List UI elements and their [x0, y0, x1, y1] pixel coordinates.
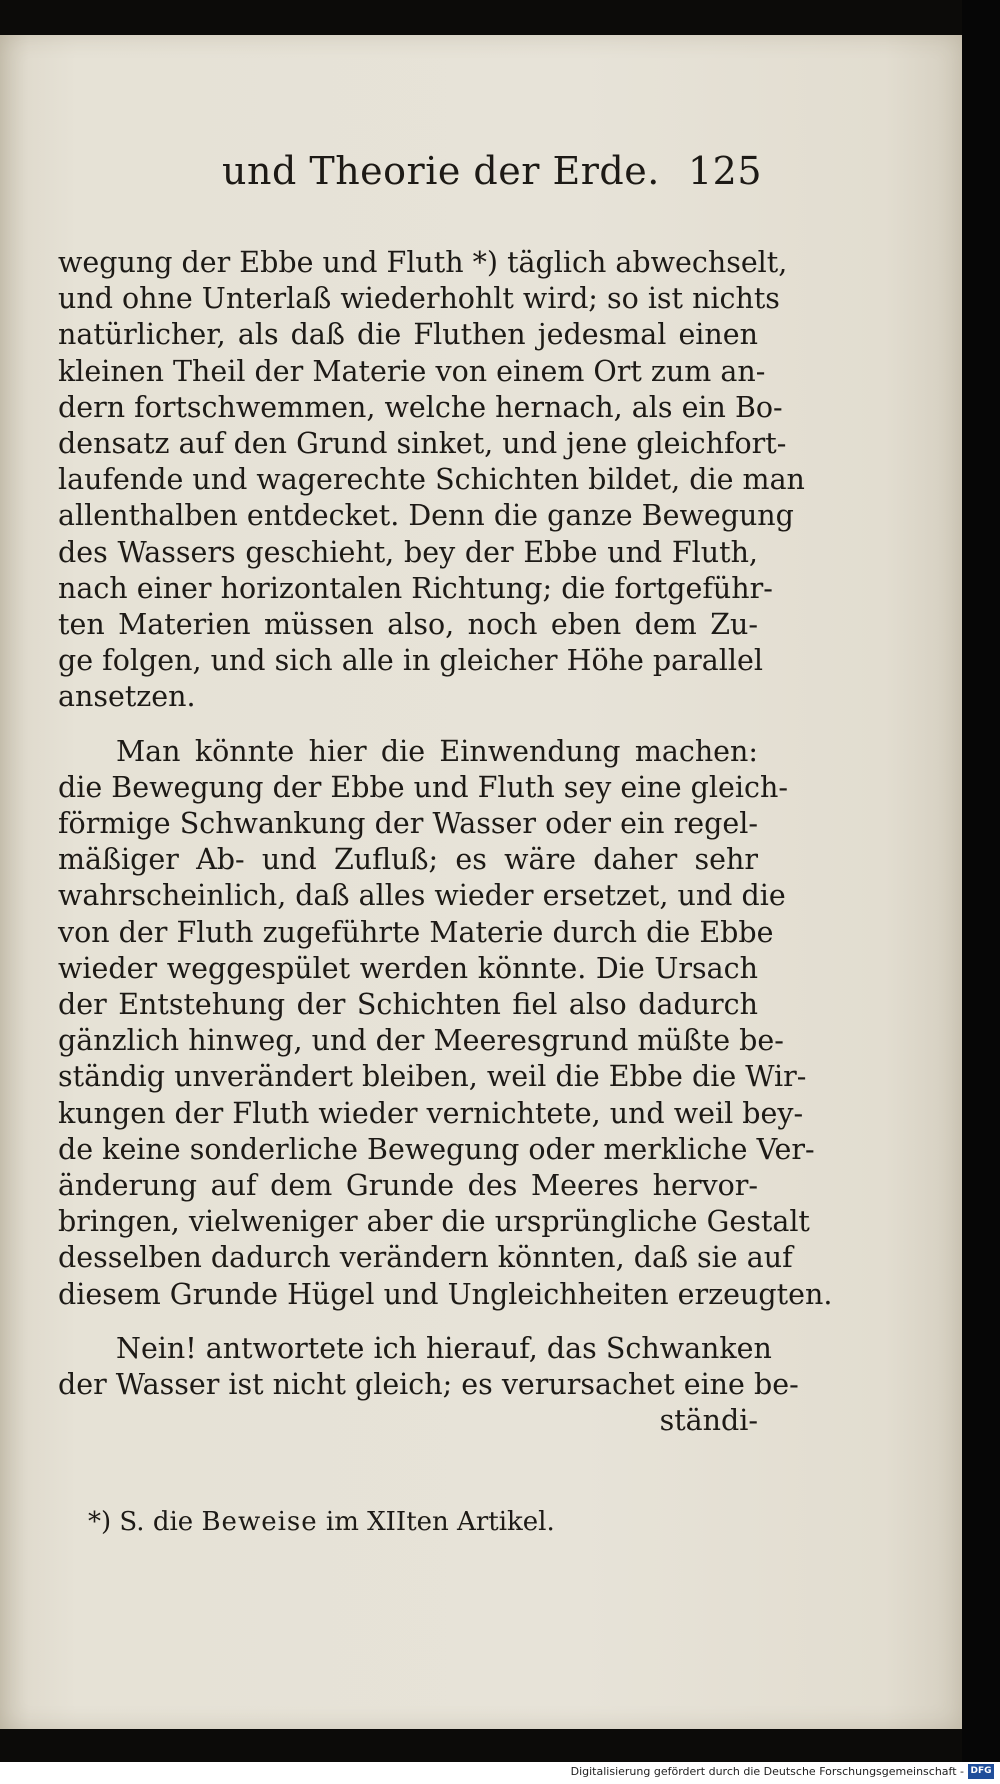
body-text — [58, 245, 833, 1440]
digitization-credit: Digitalisierung gefördert durch die Deutsche Forschungsgemeinschaft - — [570, 1765, 964, 1778]
text-line: de keine sonderliche Bewegung oder merkliche Ver- — [58, 1132, 815, 1166]
dfg-logo-icon: DFG — [968, 1764, 994, 1779]
footnote-emphasis: Beweise — [201, 1507, 318, 1537]
text-line: wieder weggespület werden könnte. Die Ursach — [58, 951, 758, 985]
catchword: ständi- — [659, 1404, 758, 1438]
text-line: und ohne Unterlaß wiederhohlt wird; so ist nichts — [58, 282, 780, 316]
text-line: die Bewegung der Ebbe und Fluth sey eine gleich- — [58, 770, 788, 804]
text-line: förmige Schwankung der Wasser oder ein regel- — [58, 807, 758, 841]
text-line: kungen der Fluth wieder vernichtete, und weil bey- — [58, 1096, 804, 1130]
text-line: laufende und wagerechte Schichten bildet, die man — [58, 463, 805, 497]
footnote-text: S. die — [119, 1507, 194, 1537]
text-line: mäßiger Ab- und Zufluß; es wäre daher sehr — [58, 843, 758, 877]
text-line: der Entstehung der Schichten fiel also dadurch — [58, 988, 758, 1022]
paragraph-3 — [58, 1331, 799, 1440]
text-line: ten Materien müssen also, noch eben dem Zu- — [58, 608, 758, 642]
book-page — [0, 35, 962, 1729]
footnote-marker: *) — [88, 1507, 112, 1537]
paragraph-2 — [58, 734, 833, 1313]
text-line: dern fortschwemmen, welche hernach, als ein Bo- — [58, 390, 783, 424]
running-head — [222, 143, 762, 203]
text-line: natürlicher, als daß die Fluthen jedesmal einen — [58, 318, 758, 352]
text-line: ansetzen. — [58, 680, 196, 714]
text-line: ständig unverändert bleiben, weil die Ebbe die Wir- — [58, 1060, 807, 1094]
text-line: nach einer horizontalen Richtung; die fortgeführ- — [58, 571, 773, 605]
footnote-text: im XIIten Artikel. — [325, 1507, 555, 1537]
text-line: desselben dadurch verändern könnten, daß sie auf — [58, 1241, 793, 1275]
running-title: und Theorie der Erde. — [222, 149, 660, 193]
text-line: der Wasser ist nicht gleich; es verursachet eine be- — [58, 1368, 799, 1402]
text-line: ge folgen, und sich alle in gleicher Höhe parallel — [58, 644, 763, 678]
scan-edge — [962, 0, 1000, 1784]
text-line: von der Fluth zugeführte Materie durch die Ebbe — [58, 915, 774, 949]
text-line: allenthalben entdecket. Denn die ganze Bewegung — [58, 499, 794, 533]
text-line: wahrscheinlich, daß alles wieder ersetzet, und die — [58, 879, 786, 913]
paragraph-1 — [58, 245, 805, 716]
text-line: wegung der Ebbe und Fluth *) täglich abwechselt, — [58, 246, 788, 279]
text-line: bringen, vielweniger aber die ursprüngliche Gestalt — [58, 1205, 810, 1239]
text-line: kleinen Theil der Materie von einem Ort zum an- — [58, 354, 766, 388]
text-line: änderung auf dem Grunde des Meeres hervor- — [58, 1169, 758, 1203]
text-line: des Wassers geschieht, bey der Ebbe und Fluth, — [58, 535, 758, 569]
page-number: 125 — [687, 149, 762, 193]
text-line: diesem Grunde Hügel und Ungleichheiten erzeugten. — [58, 1277, 833, 1311]
text-line: Nein! antwortete ich hierauf, das Schwanken — [116, 1331, 772, 1365]
text-line: gänzlich hinweg, und der Meeresgrund müßte be- — [58, 1024, 784, 1058]
text-line: densatz auf den Grund sinket, und jene gleichfort- — [58, 427, 787, 461]
footnote — [88, 1507, 688, 1537]
text-line: Man könnte hier die Einwendung machen: — [116, 734, 758, 768]
